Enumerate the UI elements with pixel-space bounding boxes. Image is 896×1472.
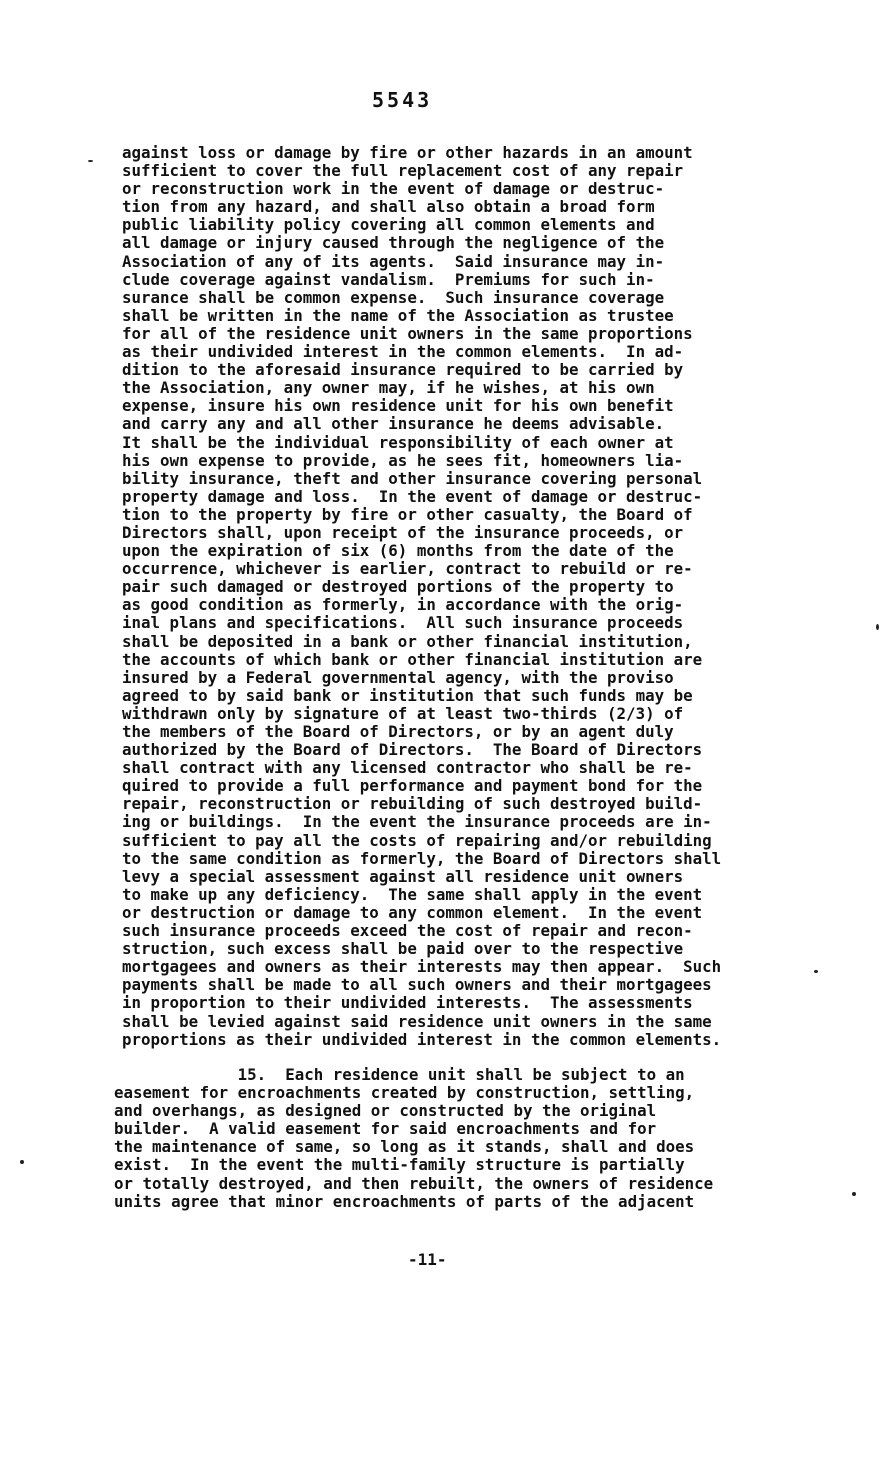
text-line: bility insurance, theft and other insurance covering personal [122, 468, 703, 488]
text-line: Directors shall, upon receipt of the insurance proceeds, or [122, 522, 684, 542]
text-line: It shall be the individual responsibility of each owner at [122, 432, 674, 452]
text-line: payments shall be made to all such owners and their mortgagees [122, 975, 712, 995]
text-line: such insurance proceeds exceed the cost of repair and recon- [122, 921, 693, 941]
text-line: as their undivided interest in the common elements. In ad- [122, 342, 684, 362]
text-line: mortgagees and owners as their interests may then appear. Such [122, 957, 722, 977]
text-line: authorized by the Board of Directors. The Board of Directors [122, 740, 703, 760]
text-line: to make up any deficiency. The same shall apply in the event [122, 884, 703, 904]
text-line: against loss or damage by fire or other hazards in an amount [122, 143, 693, 162]
text-line: his own expense to provide, as he sees fit, homeowners lia- [122, 450, 684, 470]
text-line: ing or buildings. In the event the insurance proceeds are in- [122, 812, 712, 832]
text-line: 15. Each residence unit shall be subject to an [114, 1065, 685, 1084]
text-line: property damage and loss. In the event of damage or destruc- [122, 486, 703, 506]
header-mark: 5543 [372, 88, 433, 112]
text-line: units agree that minor encroachments of parts of the adjacent [114, 1191, 695, 1211]
scan-speck [20, 1160, 24, 1164]
text-line: the maintenance of same, so long as it stands, shall and does [114, 1137, 695, 1157]
scan-speck [852, 1192, 856, 1196]
text-line: quired to provide a full performance and payment bond for the [122, 776, 703, 796]
paragraph-14-continued [122, 144, 812, 1049]
text-line: and overhangs, as designed or constructed by the original [114, 1101, 657, 1121]
text-line: dition to the aforesaid insurance required to be carried by [122, 360, 684, 380]
text-line: inal plans and specifications. All such insurance proceeds [122, 613, 684, 633]
text-line: all damage or injury caused through the negligence of the [122, 233, 665, 253]
page-number: -11- [408, 1250, 447, 1269]
text-line: and carry any and all other insurance he deems advisable. [122, 414, 665, 434]
text-line: struction, such excess shall be paid over to the respective [122, 939, 684, 959]
text-line: tion to the property by fire or other casualty, the Board of [122, 504, 693, 524]
text-line: surance shall be common expense. Such insurance coverage [122, 287, 665, 307]
text-line: the accounts of which bank or other financial institution are [122, 649, 703, 669]
text-line: easement for encroachments created by construction, settling, [114, 1083, 695, 1103]
text-line: shall be written in the name of the Association as trustee [122, 305, 674, 325]
scan-speck [88, 160, 93, 162]
text-line: occurrence, whichever is earlier, contract to rebuild or re- [122, 559, 693, 579]
text-line: exist. In the event the multi-family structure is partially [114, 1155, 685, 1175]
text-line: expense, insure his own residence unit for his own benefit [122, 396, 674, 416]
text-line: shall contract with any licensed contractor who shall be re- [122, 758, 693, 778]
text-line: as good condition as formerly, in accordance with the orig- [122, 595, 684, 615]
text-line: to the same condition as formerly, the Board of Directors shall [122, 848, 722, 868]
text-line: shall be levied against said residence unit owners in the same [122, 1011, 712, 1031]
scan-speck [876, 624, 879, 630]
text-line: builder. A valid easement for said encroachments and for [114, 1119, 657, 1139]
text-line: the Association, any owner may, if he wishes, at his own [122, 378, 655, 398]
text-line: in proportion to their undivided interests. The assessments [122, 993, 693, 1013]
text-line: tion from any hazard, and shall also obtain a broad form [122, 197, 655, 217]
text-line: withdrawn only by signature of at least two-thirds (2/3) of [122, 703, 684, 723]
scan-speck [814, 970, 818, 973]
text-line: or reconstruction work in the event of damage or destruc- [122, 179, 665, 199]
text-line: proportions as their undivided interest in the common elements. [122, 1029, 722, 1049]
text-line: agreed to by said bank or institution that such funds may be [122, 685, 693, 705]
text-line: sufficient to cover the full replacement cost of any repair [122, 161, 684, 181]
paragraph-15 [114, 1066, 814, 1211]
text-line: shall be deposited in a bank or other financial institution, [122, 631, 693, 651]
text-line: the members of the Board of Directors, or by an agent duly [122, 722, 674, 741]
text-line: repair, reconstruction or rebuilding of such destroyed build- [122, 794, 703, 814]
text-line: clude coverage against vandalism. Premiums for such in- [122, 269, 655, 289]
text-line: insured by a Federal governmental agency, with the proviso [122, 667, 674, 687]
text-line: or totally destroyed, and then rebuilt, the owners of residence [114, 1173, 714, 1193]
text-line: levy a special assessment against all residence unit owners [122, 866, 684, 886]
text-line: pair such damaged or destroyed portions of the property to [122, 577, 674, 597]
text-line: or destruction or damage to any common element. In the event [122, 902, 703, 922]
text-line: public liability policy covering all common elements and [122, 215, 655, 235]
text-line: upon the expiration of six (6) months from the date of the [122, 541, 674, 561]
text-line: Association of any of its agents. Said insurance may in- [122, 251, 665, 271]
text-line: for all of the residence unit owners in the same proportions [122, 323, 693, 343]
text-line: sufficient to pay all the costs of repairing and/or rebuilding [122, 830, 712, 850]
